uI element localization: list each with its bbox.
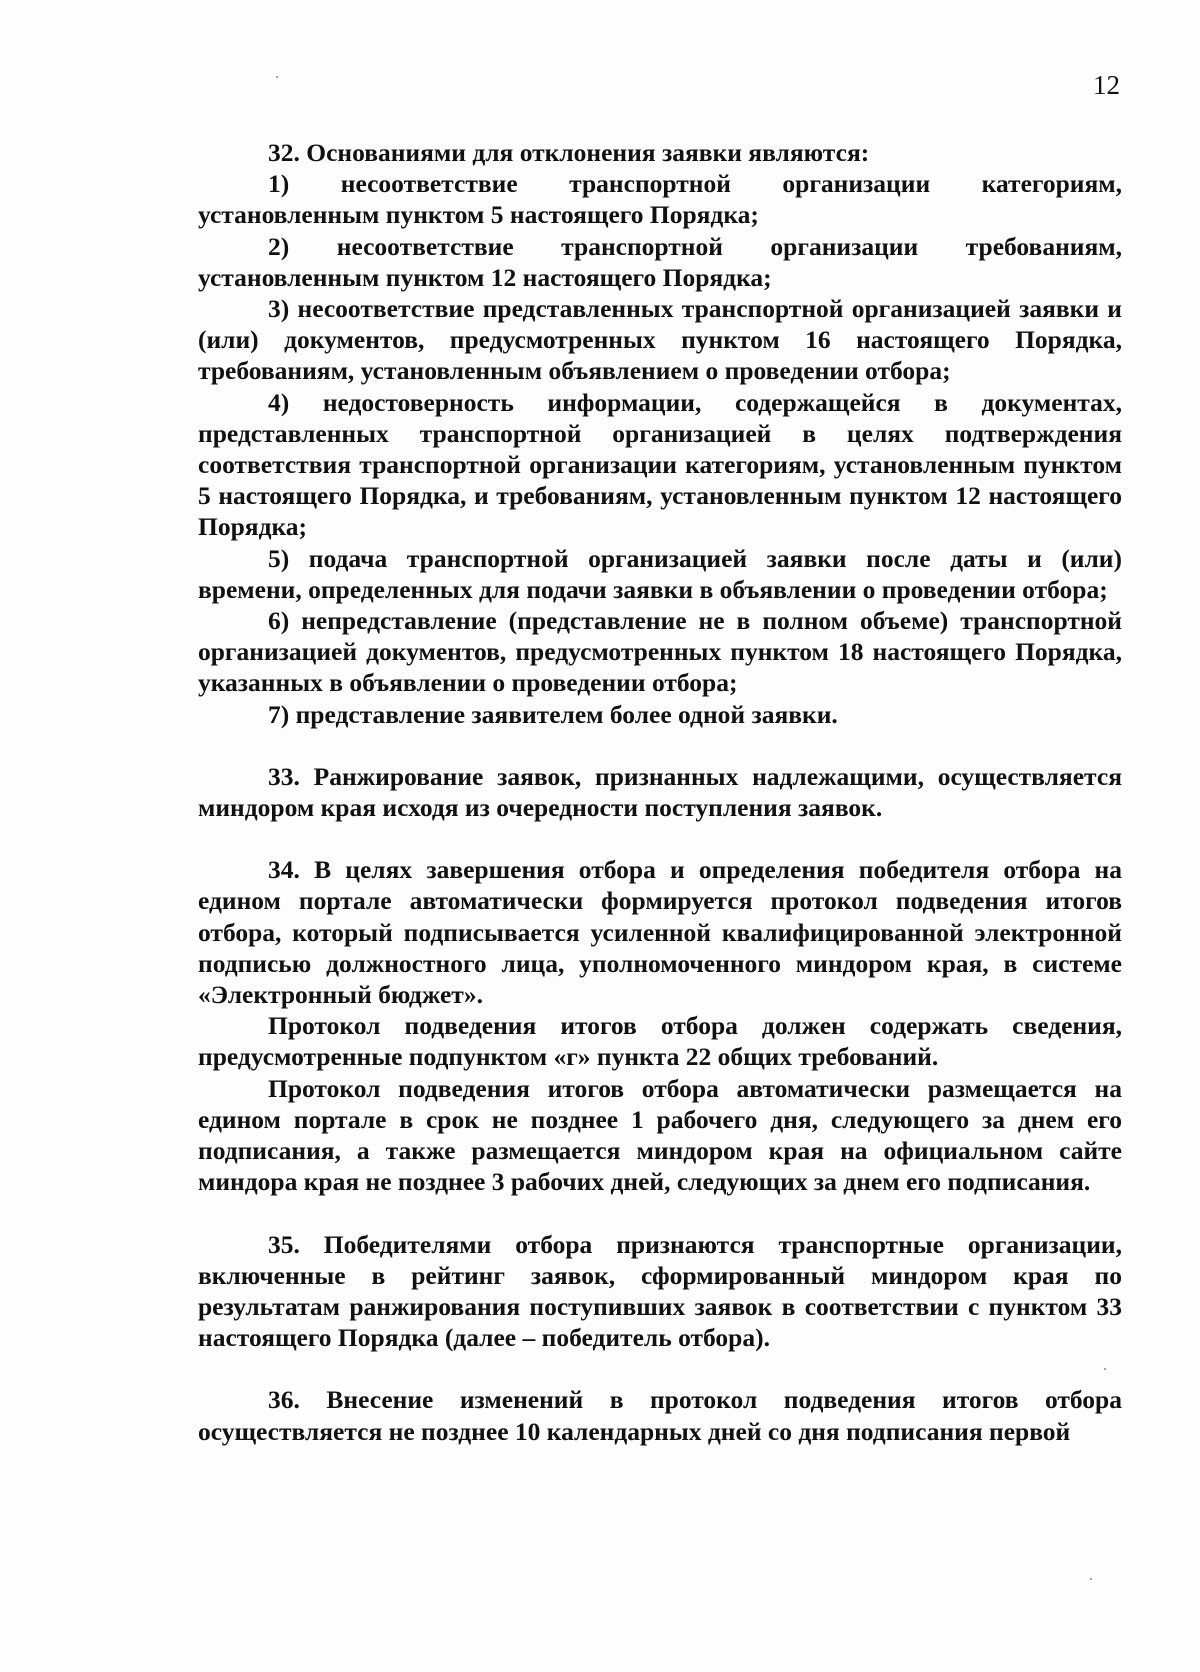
list-item-5: 5) подача транспортной организацией заявки после даты и (или) времени, определенных для подачи заявки в объявлении о проведении отбора; <box>198 543 1122 604</box>
paragraph-34-protocol-content: Протокол подведения итогов отбора должен содержать сведения, предусмотренные подпунктом «г» пункта 22 общих требований. <box>198 1011 1122 1072</box>
list-item-4: 4) недостоверность информации, содержащейся в документах, представленных транспортной организацией в целях подтверждения соответствия транспортной организации категориям, установленным пунктом 5 настоящего Порядка, и требованиям, установленным пунктом 12 настоящего Порядка; <box>198 387 1122 542</box>
paragraph-gap <box>198 1353 1122 1384</box>
paragraph-gap <box>198 823 1122 854</box>
list-item-2: 2) несоответствие транспортной организации требованиям, установленным пунктом 12 настоящего Порядка; <box>198 231 1122 292</box>
paragraph-32-heading: 32. Основаниями для отклонения заявки являются: <box>268 138 870 167</box>
list-item-1: 1) несоответствие транспортной организации категориям, установленным пунктом 5 настоящего Порядка; <box>198 169 1122 230</box>
list-item-3: 3) несоответствие представленных транспортной организацией заявки и (или) документов, предусмотренных пунктом 16 настоящего Порядка, требованиям, установленным объявлением о проведении отбора; <box>198 294 1122 386</box>
list-item-7: 7) представление заявителем более одной заявки. <box>268 699 838 729</box>
scan-speck <box>276 76 278 78</box>
page-number: 12 <box>1093 70 1120 100</box>
paragraph-gap <box>198 1198 1122 1229</box>
paragraph-35: 35. Победителями отбора признаются транспортные организации, включенные в рейтинг заявок, сформированный миндором края по результатам ранжирования поступивших заявок в соответствии с пунктом 33 настоящего Порядка (далее – победитель отбора). <box>198 1229 1122 1353</box>
paragraph-33: 33. Ранжирование заявок, признанных надлежащими, осуществляется миндором края исходя из очередности поступления заявок. <box>198 761 1122 823</box>
paragraph-34-protocol-publication: Протокол подведения итогов отбора автоматически размещается на едином портале в срок не позднее 1 рабочего дня, следующего за днем его подписания, а также размещается миндором края на официальном сайте миндора края не позднее 3 рабочих дней, следующих за днем его подписания. <box>198 1073 1122 1197</box>
paragraph-gap <box>198 730 1122 761</box>
document-body <box>198 137 1122 1447</box>
scan-speck <box>1090 1578 1092 1580</box>
list-item-6: 6) непредставление (представление не в полном объеме) транспортной организацией документов, предусмотренных пунктом 18 настоящего Порядка, указанных в объявлении о проведении отбора; <box>198 606 1122 698</box>
paragraph-36: 36. Внесение изменений в протокол подведения итогов отбора осуществляется не позднее 10 календарных дней со дня подписания первой <box>198 1385 1122 1446</box>
paragraph-34: 34. В целях завершения отбора и определения победителя отбора на едином портале автоматически формируется протокол подведения итогов отбора, который подписывается усиленной квалифицированной электронной подписью должностного лица, уполномоченного миндором края, в системе «Электронный бюджет». <box>198 855 1122 1010</box>
